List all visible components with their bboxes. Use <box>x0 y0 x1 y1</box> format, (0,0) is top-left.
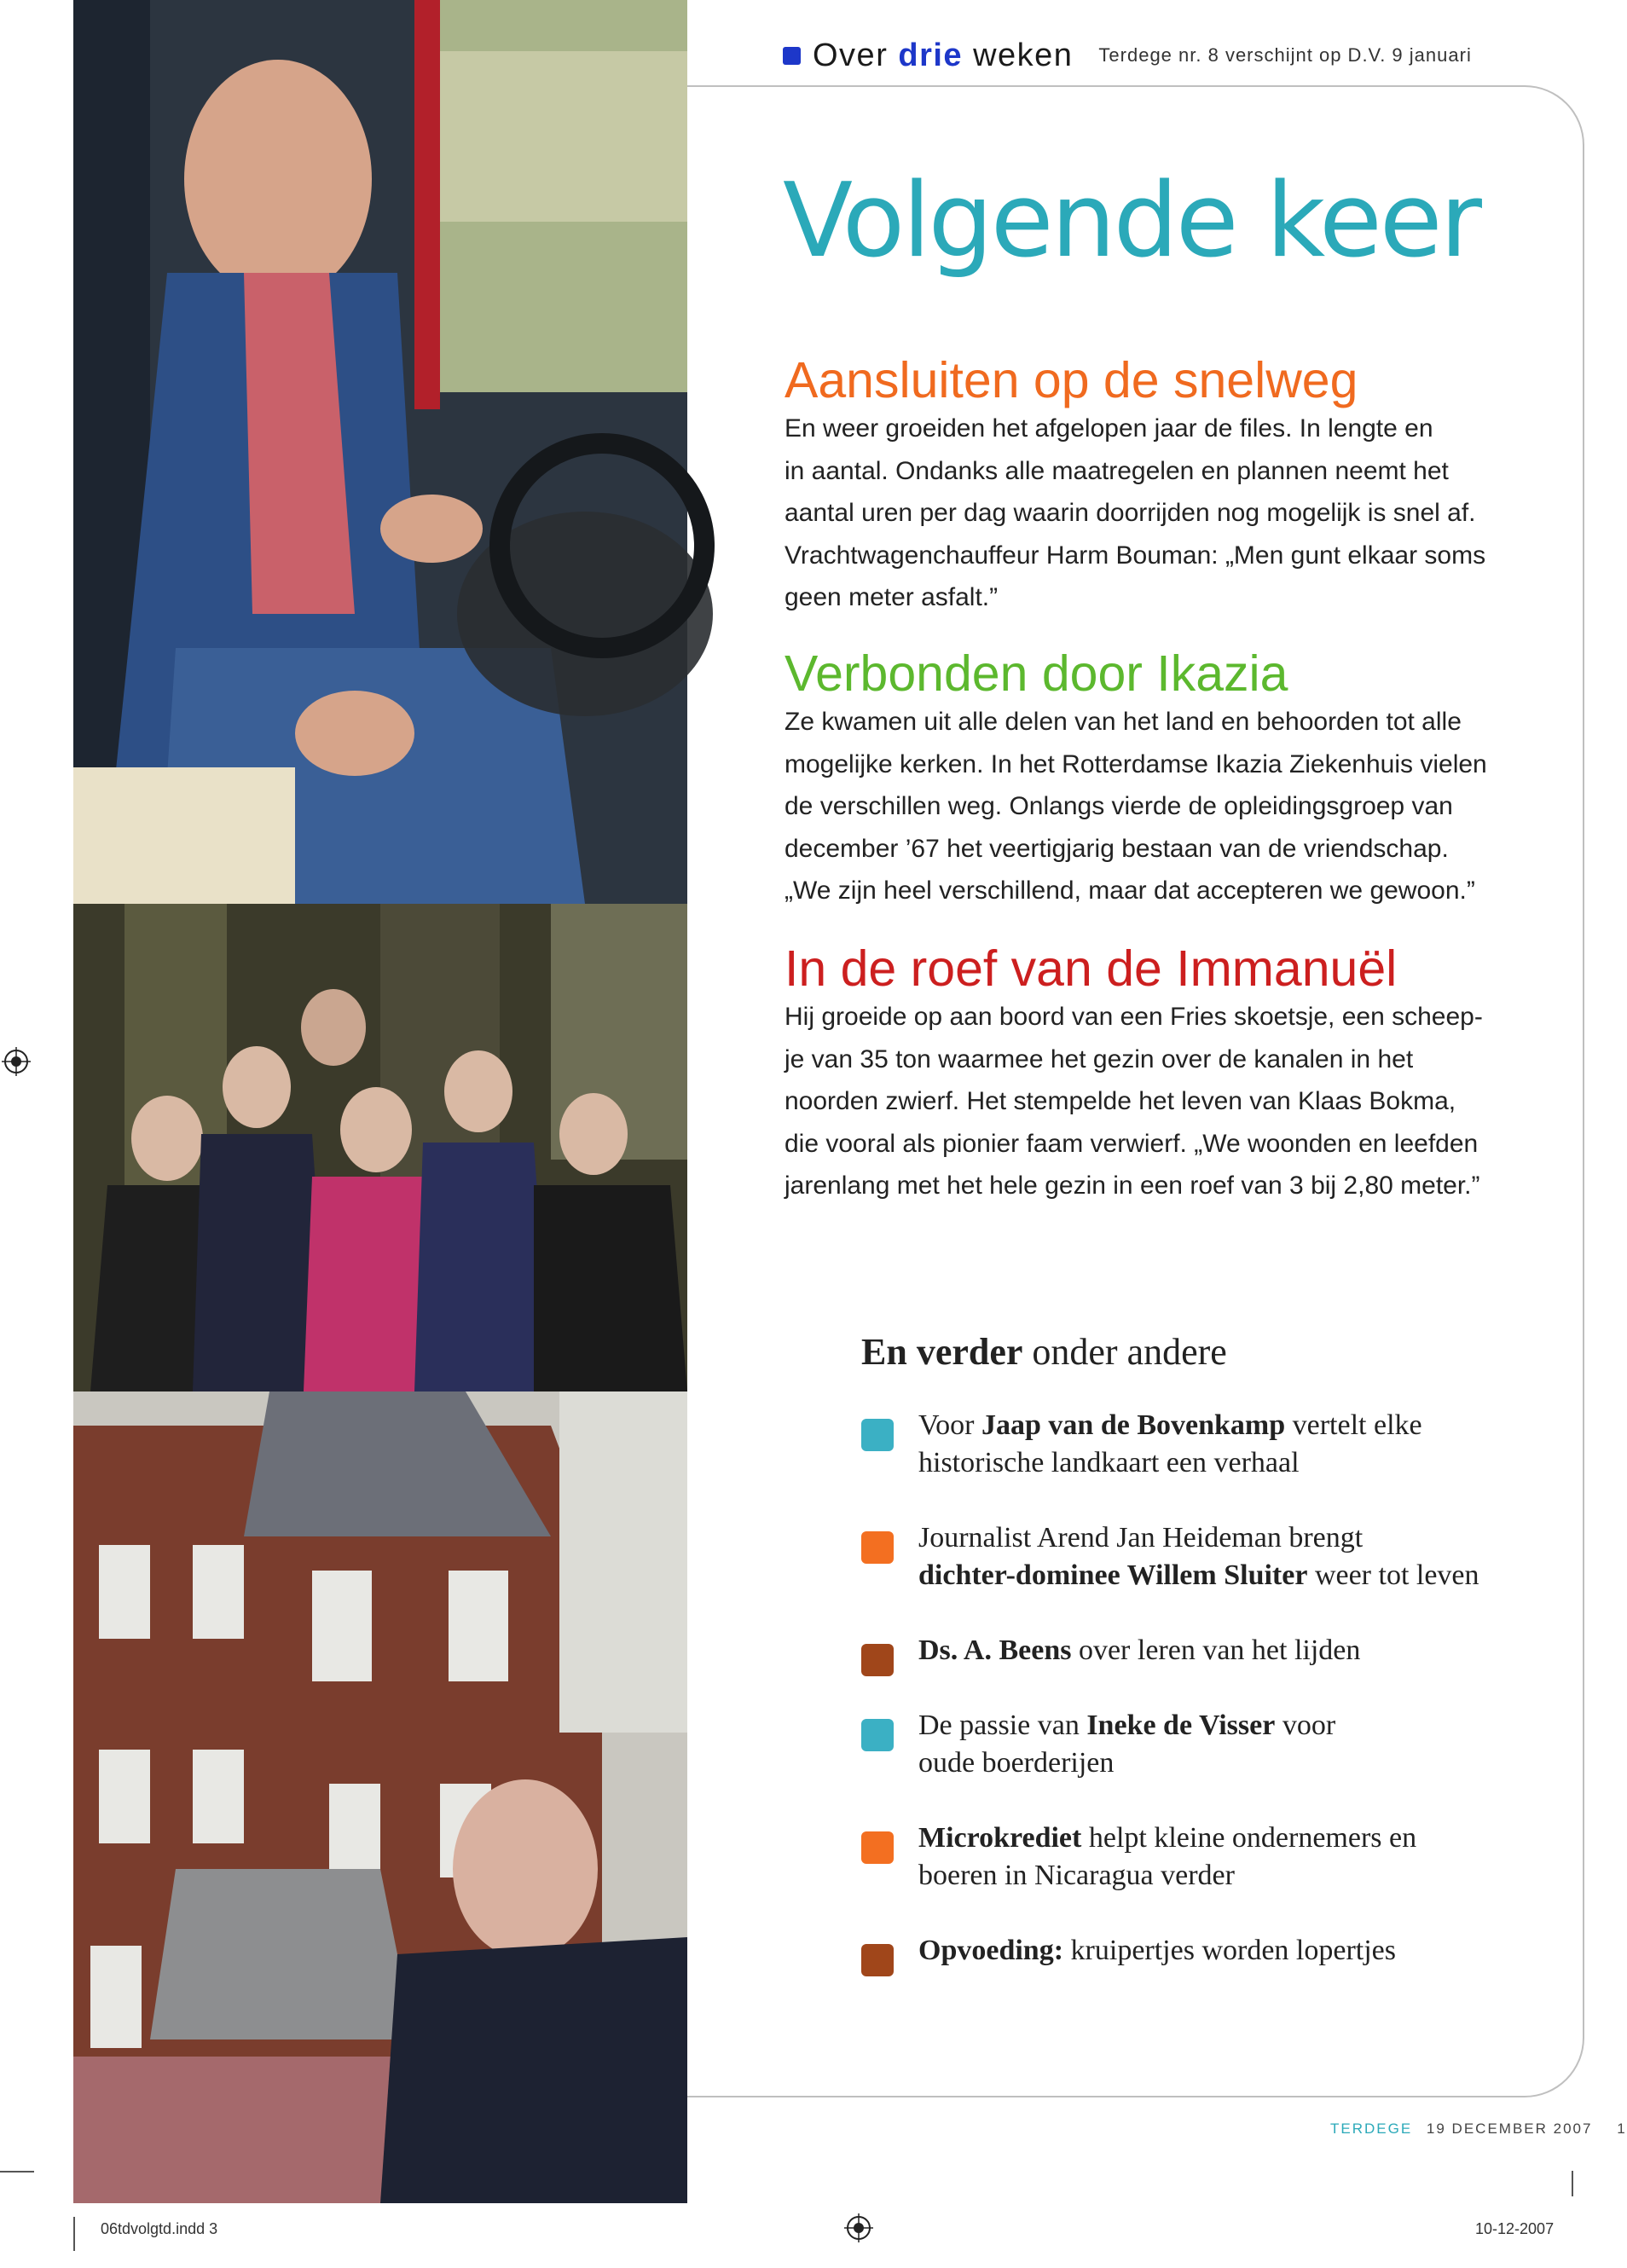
verder-item-text: helpt kleine ondernemers en <box>1081 1822 1417 1854</box>
article-line: Ze kwamen uit alle delen van het land en behoorden tot alle <box>785 708 1462 736</box>
verder-heading-rest: onder andere <box>1022 1331 1227 1373</box>
header-word-over: Over <box>813 37 889 73</box>
article-line: de verschillen weg. Onlangs vierde de opleidingsgroep van <box>785 792 1453 820</box>
verder-item-text: over leren van het lijden <box>1071 1634 1361 1666</box>
verder-item-line <box>918 1857 1416 1895</box>
article-ikazia <box>785 646 1552 912</box>
article-heading: Aansluiten op de snelweg <box>785 352 1358 408</box>
square-bullet-icon <box>861 1644 894 1676</box>
article-line: Vrachtwagenchauffeur Harm Bouman: „Men gunt elkaar soms <box>785 541 1486 570</box>
verder-item-line <box>918 1744 1335 1782</box>
crop-mark <box>73 2217 75 2251</box>
registration-mark-icon <box>2 1047 31 1076</box>
verder-item-line <box>918 1932 1396 1970</box>
footer-date: 19 DECEMBER 2007 <box>1426 2120 1593 2137</box>
verder-item <box>861 1707 1335 1782</box>
registration-mark-icon <box>844 2213 873 2242</box>
article-line: je van 35 ton waarmee het gezin over de kanalen in het <box>785 1044 1414 1073</box>
crop-mark <box>1572 2171 1573 2196</box>
article-line: En weer groeiden het afgelopen jaar de files. In lengte en <box>785 414 1433 443</box>
article-line: december ’67 het veertigjarig bestaan van de vriendschap. <box>785 834 1449 863</box>
verder-item-bold: Microkrediet <box>918 1822 1082 1854</box>
article-body <box>785 996 1552 1207</box>
verder-item-line <box>918 1557 1479 1594</box>
article-line: „We zijn heel verschillend, maar dat accepteren we gewoon.” <box>785 877 1475 905</box>
verder-item-text: De passie van <box>918 1710 1087 1741</box>
verder-item-text: boeren in Nicaragua verder <box>918 1860 1235 1891</box>
verder-item <box>861 1407 1422 1482</box>
verder-item-text: oude boerderijen <box>918 1747 1115 1779</box>
verder-item-bold: Ineke de Visser <box>1086 1710 1276 1741</box>
verder-heading <box>861 1330 1227 1374</box>
square-bullet-icon <box>861 1944 894 1976</box>
article-line: jarenlang met het hele gezin in een roef van 3 bij 2,80 meter.” <box>785 1172 1480 1200</box>
article-line: mogelijke kerken. In het Rotterdamse Ikazia Ziekenhuis vielen <box>785 749 1487 778</box>
article-heading: In de roef van de Immanuël <box>785 940 1398 997</box>
square-bullet-icon <box>861 1831 894 1864</box>
verder-item-line <box>918 1407 1422 1444</box>
verder-item-bold: Ds. A. Beens <box>918 1634 1072 1666</box>
verder-item-bold: Jaap van de Bovenkamp <box>981 1409 1286 1441</box>
verder-item-line <box>918 1519 1479 1557</box>
issue-teaser-header <box>783 34 1472 77</box>
verder-item-text: kruipertjes worden lopertjes <box>1063 1935 1396 1966</box>
slug-date: 10-12-2007 <box>1475 2220 1555 2237</box>
verder-item-text: vertelt elke <box>1285 1409 1422 1441</box>
photo-man-in-front-of-building <box>73 1391 687 2203</box>
verder-item-line <box>918 1707 1335 1744</box>
photo-truck-driver <box>73 0 687 904</box>
article-line: aantal uren per dag waarin doorrijden nog mogelijk is snel af. <box>785 499 1476 527</box>
page-footer <box>1330 2120 1627 2138</box>
article-line: noorden zwierf. Het stempelde het leven van Klaas Bokma, <box>785 1087 1456 1115</box>
footer-brand: TERDEGE <box>1330 2120 1413 2137</box>
square-bullet-icon <box>861 1719 894 1751</box>
article-immanuel <box>785 941 1552 1207</box>
article-heading: Verbonden door Ikazia <box>785 645 1288 702</box>
verder-item-text: Journalist Arend Jan Heideman brengt <box>918 1522 1364 1553</box>
verder-item-text: voor <box>1275 1710 1336 1741</box>
crop-mark <box>0 2171 34 2173</box>
header-issue-note: Terdege nr. 8 verschijnt op D.V. 9 januari <box>1098 44 1472 66</box>
verder-item-text: weer tot leven <box>1307 1559 1479 1591</box>
slug-filename: 06tdvolgtd.indd 3 <box>101 2220 218 2237</box>
header-word-weken: weken <box>973 37 1074 73</box>
square-bullet-icon <box>861 1531 894 1564</box>
verder-item-line <box>918 1820 1416 1857</box>
square-bullet-icon <box>861 1419 894 1451</box>
verder-item-line <box>918 1632 1360 1669</box>
verder-item <box>861 1632 1360 1669</box>
blue-square-icon <box>783 47 801 65</box>
verder-item-line <box>918 1444 1422 1482</box>
article-line: Hij groeide op aan boord van een Fries skoetsje, een scheep- <box>785 1003 1483 1031</box>
verder-item-bold: Opvoeding: <box>918 1935 1064 1966</box>
page-title: Volgende keer <box>783 162 1479 281</box>
verder-item-bold: dichter-dominee Willem Sluiter <box>918 1559 1308 1591</box>
article-body <box>785 701 1552 912</box>
verder-item <box>861 1932 1396 1970</box>
verder-item <box>861 1820 1416 1895</box>
footer-page-number: 1 <box>1617 2120 1627 2137</box>
article-line: in aantal. Ondanks alle maatregelen en plannen neemt het <box>785 456 1449 485</box>
photo-group-of-women <box>73 904 687 1391</box>
verder-item-text: Voor <box>918 1409 981 1441</box>
verder-item-text: historische landkaart een verhaal <box>918 1447 1300 1478</box>
verder-heading-bold: En verder <box>861 1331 1023 1373</box>
verder-item <box>861 1519 1479 1594</box>
header-word-drie: drie <box>898 37 964 73</box>
article-body <box>785 408 1552 619</box>
article-snelweg <box>785 353 1552 619</box>
article-line: die vooral als pionier faam verwierf. „We woonden en leefden <box>785 1129 1479 1158</box>
article-line: geen meter asfalt.” <box>785 583 999 611</box>
